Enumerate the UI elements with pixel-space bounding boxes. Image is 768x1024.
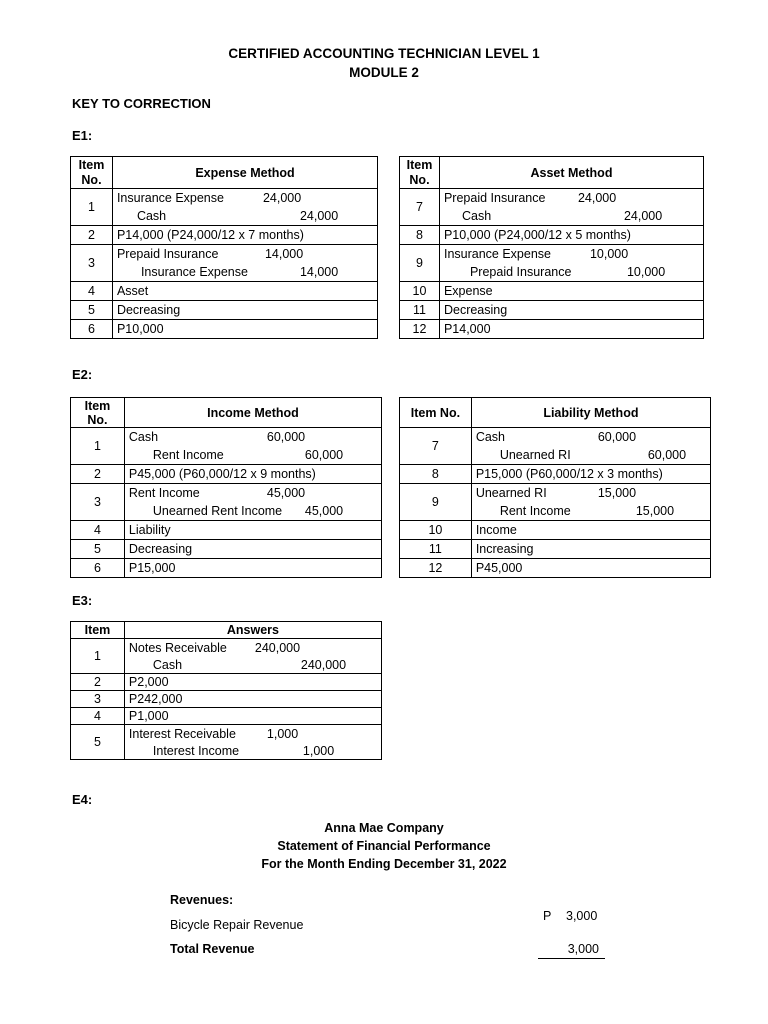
- item-number: 2: [71, 226, 113, 245]
- item-no-header: [71, 398, 125, 428]
- answer-cell: Liability: [124, 521, 381, 540]
- item-number: 7: [400, 189, 440, 226]
- statement-period: For the Month Ending December 31, 2022: [261, 857, 507, 871]
- account-credit: Rent Income: [152, 448, 224, 462]
- revenues-heading: Revenues:: [170, 893, 234, 907]
- item-number: 6: [71, 559, 125, 578]
- amount-debit: 14,000: [264, 247, 304, 261]
- table-row: [400, 521, 711, 540]
- table-row: [71, 226, 378, 245]
- answer-cell: Decreasing: [112, 301, 377, 320]
- answer-cell: [439, 245, 703, 282]
- answer-cell: P242,000: [124, 691, 381, 708]
- document-subtitle: MODULE 2: [349, 65, 419, 80]
- table-row: [400, 559, 711, 578]
- table-row: [71, 691, 382, 708]
- table-row: [400, 189, 704, 226]
- amount-credit: 15,000: [635, 504, 675, 518]
- account-debit: Insurance Expense: [443, 247, 551, 261]
- amount-credit: 24,000: [299, 209, 339, 223]
- account-debit: Notes Receivable: [128, 641, 227, 655]
- item-number: 1: [71, 639, 125, 674]
- item-number: 1: [71, 428, 125, 465]
- answer-cell: P45,000: [471, 559, 710, 578]
- item-number: 5: [71, 725, 125, 760]
- revenue-item-label: Bicycle Repair Revenue: [170, 918, 304, 932]
- amount-debit: 15,000: [597, 486, 637, 500]
- table-row: [71, 301, 378, 320]
- account-debit: Prepaid Insurance: [116, 247, 219, 261]
- amount-debit: 1,000: [266, 727, 299, 741]
- expense-method-header: Expense Method: [112, 157, 377, 189]
- answer-cell: P14,000 (P24,000/12 x 7 months): [112, 226, 377, 245]
- table-row: [400, 301, 704, 320]
- table-row: [71, 245, 378, 282]
- answer-cell: Income: [471, 521, 710, 540]
- income-method-header: Income Method: [124, 398, 381, 428]
- table-row: [400, 226, 704, 245]
- account-credit: Rent Income: [499, 504, 571, 518]
- account-credit: Interest Income: [152, 744, 240, 758]
- answer-cell: Decreasing: [124, 540, 381, 559]
- table-row: [71, 282, 378, 301]
- amount-credit: 1,000: [302, 744, 335, 758]
- account-credit: Insurance Expense: [140, 265, 248, 279]
- account-debit: Cash: [475, 430, 505, 444]
- amount-credit: 24,000: [623, 209, 663, 223]
- amount-debit: 45,000: [266, 486, 306, 500]
- answer-cell: [112, 245, 377, 282]
- item-number: 3: [71, 245, 113, 282]
- account-debit: Cash: [128, 430, 159, 444]
- statement-title: Statement of Financial Performance: [277, 839, 491, 853]
- answer-cell: P15,000 (P60,000/12 x 3 months): [471, 465, 710, 484]
- total-revenue-amount: [538, 942, 605, 959]
- amount-credit: 10,000: [626, 265, 666, 279]
- item-number: 2: [71, 674, 125, 691]
- table-row: [400, 245, 704, 282]
- table-row: [71, 559, 382, 578]
- account-debit: Insurance Expense: [116, 191, 224, 205]
- item-header: Item: [71, 622, 125, 639]
- answer-cell: Decreasing: [439, 301, 703, 320]
- e4-label: E4:: [72, 792, 93, 807]
- e1-label: E1:: [72, 128, 93, 143]
- item-no-header: Item No.: [400, 398, 472, 428]
- account-debit: Interest Receivable: [128, 727, 236, 741]
- item-no-header-text: Item No.: [84, 398, 111, 427]
- item-number: 7: [400, 428, 472, 465]
- item-number: 12: [400, 559, 472, 578]
- amount-credit: 60,000: [304, 448, 344, 462]
- e2-income-method-table: [70, 397, 382, 578]
- answer-cell: P15,000: [124, 559, 381, 578]
- item-number: 5: [71, 301, 113, 320]
- answer-cell: P1,000: [124, 708, 381, 725]
- answer-cell: Increasing: [471, 540, 710, 559]
- table-row: [400, 540, 711, 559]
- table-row: [71, 540, 382, 559]
- answer-cell: P14,000: [439, 320, 703, 339]
- account-credit: Unearned RI: [499, 448, 571, 462]
- table-row: [71, 521, 382, 540]
- account-credit: Prepaid Insurance: [469, 265, 572, 279]
- amount-debit: 24,000: [262, 191, 302, 205]
- item-number: 11: [400, 540, 472, 559]
- account-credit: Unearned Rent Income: [152, 504, 283, 518]
- table-row: [71, 320, 378, 339]
- document-title: CERTIFIED ACCOUNTING TECHNICIAN LEVEL 1: [228, 46, 540, 61]
- item-no-header: [71, 157, 113, 189]
- answer-cell: P10,000 (P24,000/12 x 5 months): [439, 226, 703, 245]
- item-no-header: [400, 157, 440, 189]
- key-to-correction-heading: KEY TO CORRECTION: [72, 96, 211, 111]
- table-row: [71, 708, 382, 725]
- answer-cell: [439, 189, 703, 226]
- amount-debit: 24,000: [577, 191, 617, 205]
- answer-cell: [124, 484, 381, 521]
- amount-debit: 60,000: [266, 430, 306, 444]
- table-row: [71, 189, 378, 226]
- currency-symbol: P: [543, 909, 552, 923]
- account-credit: Cash: [136, 209, 167, 223]
- item-no-header-text: Item No.: [406, 157, 433, 187]
- e2-liability-method-table: [399, 397, 711, 578]
- e2-label: E2:: [72, 367, 93, 382]
- asset-method-header: Asset Method: [439, 157, 703, 189]
- answer-cell: [471, 484, 710, 521]
- item-number: 5: [71, 540, 125, 559]
- total-revenue-amount-text: 3,000: [567, 942, 599, 956]
- item-number: 4: [71, 521, 125, 540]
- account-credit: Cash: [461, 209, 492, 223]
- e3-label: E3:: [72, 593, 93, 608]
- item-number: 4: [71, 708, 125, 725]
- item-number: 6: [71, 320, 113, 339]
- e3-answers-table: [70, 621, 382, 760]
- answer-cell: Expense: [439, 282, 703, 301]
- item-no-header-text: Item No.: [78, 157, 105, 187]
- amount-debit: 60,000: [597, 430, 637, 444]
- answers-header: Answers: [124, 622, 381, 639]
- answer-cell: [124, 725, 381, 760]
- table-row: [71, 428, 382, 465]
- item-number: 9: [400, 245, 440, 282]
- total-revenue-label: Total Revenue: [170, 942, 255, 956]
- e1-asset-method-table: [399, 156, 704, 339]
- company-name: Anna Mae Company: [324, 821, 444, 835]
- answer-cell: [124, 428, 381, 465]
- table-row: [400, 428, 711, 465]
- answer-cell: [471, 428, 710, 465]
- item-number: 11: [400, 301, 440, 320]
- item-number: 3: [71, 484, 125, 521]
- account-debit: Prepaid Insurance: [443, 191, 546, 205]
- answer-cell: [124, 639, 381, 674]
- item-number: 3: [71, 691, 125, 708]
- answer-cell: Asset: [112, 282, 377, 301]
- item-number: 2: [71, 465, 125, 484]
- answer-cell: P10,000: [112, 320, 377, 339]
- amount-credit: 14,000: [299, 265, 339, 279]
- amount-credit: 45,000: [304, 504, 344, 518]
- item-number: 4: [71, 282, 113, 301]
- account-credit: Cash: [152, 658, 183, 672]
- table-row: [71, 725, 382, 760]
- item-number: 8: [400, 226, 440, 245]
- table-row: [71, 465, 382, 484]
- item-number: 12: [400, 320, 440, 339]
- item-number: 10: [400, 282, 440, 301]
- table-row: [400, 484, 711, 521]
- item-number: 8: [400, 465, 472, 484]
- e1-expense-method-table: [70, 156, 378, 339]
- amount-credit: 60,000: [647, 448, 687, 462]
- revenue-amount: 3,000: [566, 909, 598, 923]
- item-number: 9: [400, 484, 472, 521]
- account-debit: Unearned RI: [475, 486, 547, 500]
- item-number: 1: [71, 189, 113, 226]
- table-row: [71, 639, 382, 674]
- item-number: 10: [400, 521, 472, 540]
- amount-credit: 240,000: [300, 658, 347, 672]
- table-row: [71, 674, 382, 691]
- table-row: [400, 465, 711, 484]
- answer-cell: P45,000 (P60,000/12 x 9 months): [124, 465, 381, 484]
- account-debit: Rent Income: [128, 486, 200, 500]
- table-row: [400, 320, 704, 339]
- liability-method-header: Liability Method: [471, 398, 710, 428]
- amount-debit: 240,000: [254, 641, 301, 655]
- amount-debit: 10,000: [589, 247, 629, 261]
- answer-cell: [112, 189, 377, 226]
- table-row: [400, 282, 704, 301]
- table-row: [71, 484, 382, 521]
- answer-cell: P2,000: [124, 674, 381, 691]
